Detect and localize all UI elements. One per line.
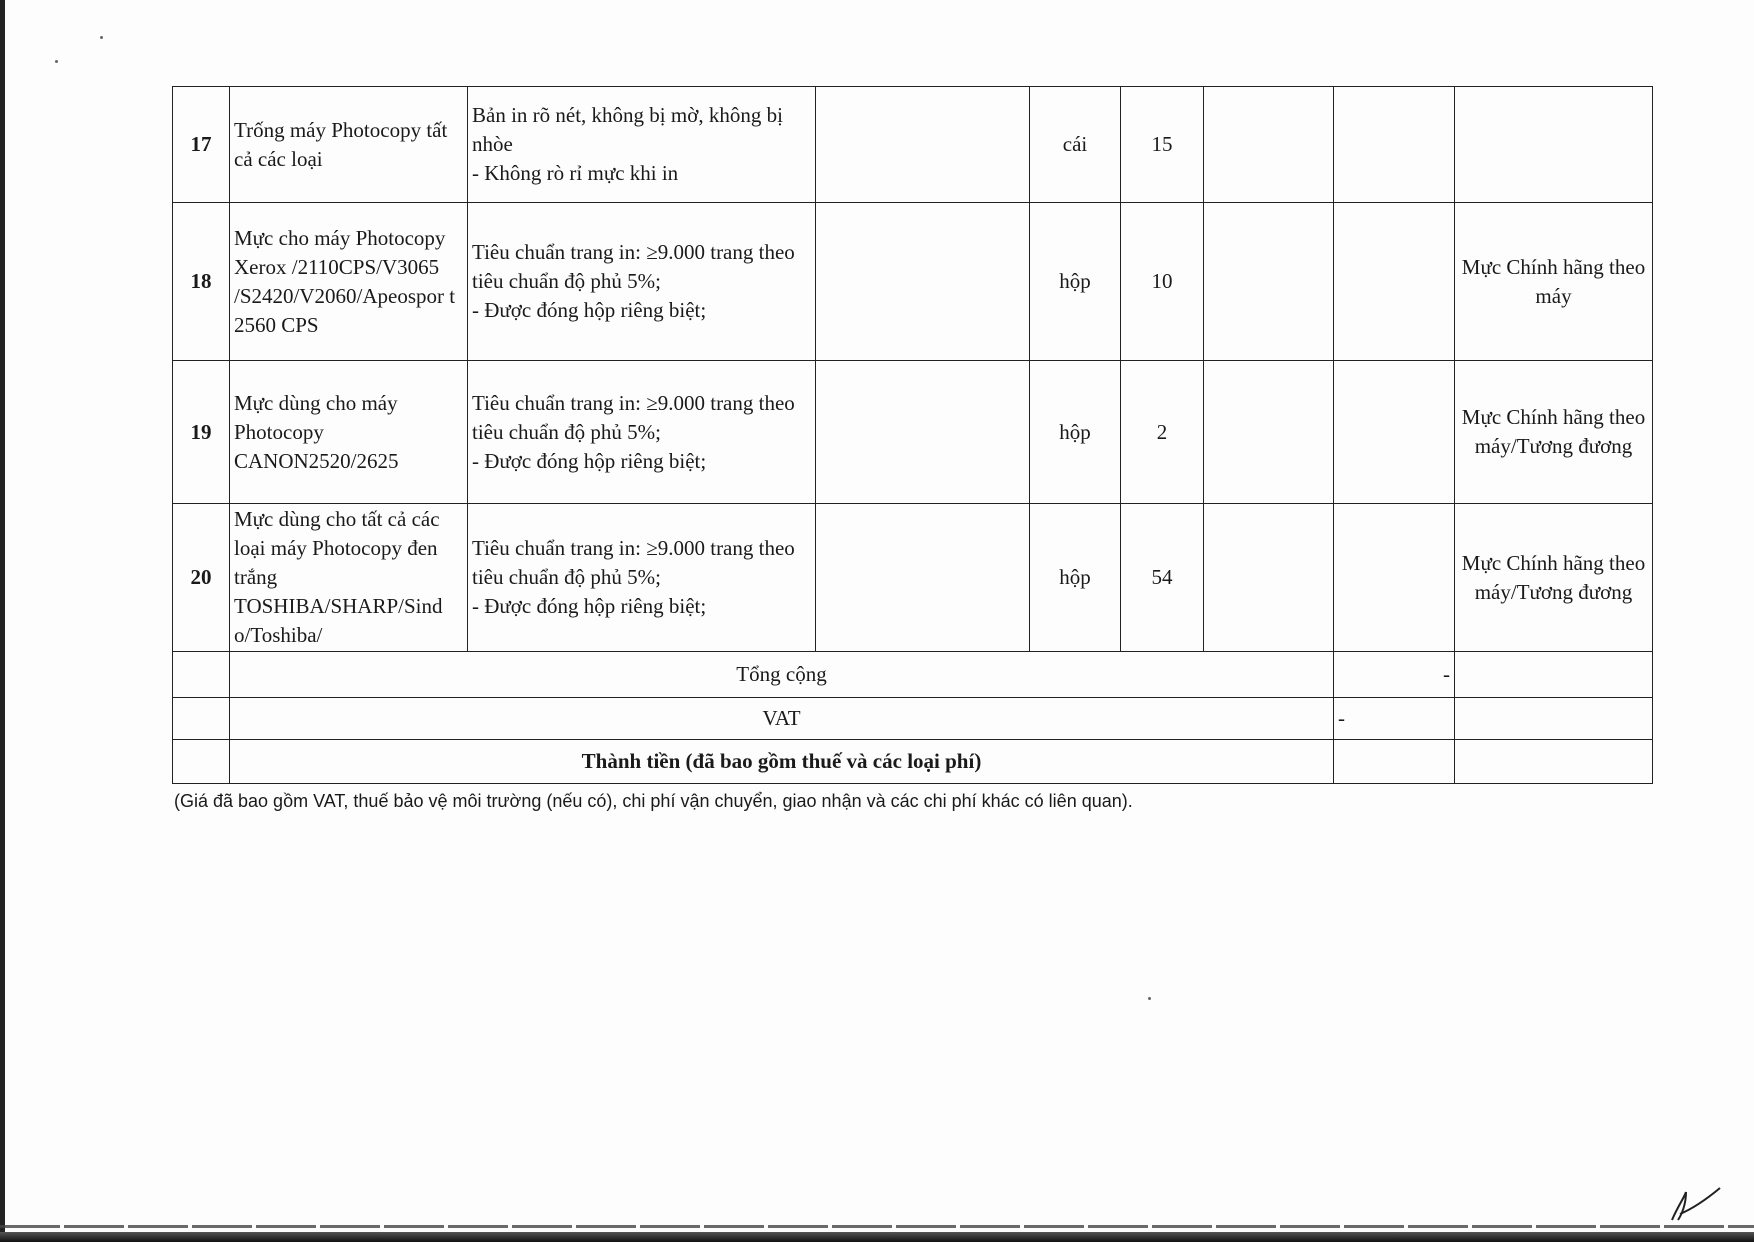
price-footnote: (Giá đã bao gồm VAT, thuế bảo vệ môi trường (nếu có), chi phí vận chuyển, giao nhận và các chi phí khác có liên quan). [174, 791, 1133, 811]
scan-speck [55, 60, 58, 63]
empty-cell [816, 87, 1030, 203]
quantity-cell: 54 [1121, 504, 1204, 652]
scan-bottom-edge [0, 1232, 1754, 1242]
row-number: 17 [173, 87, 230, 203]
items-table [172, 86, 1653, 784]
item-name: Mực dùng cho máy Photocopy CANON2520/2625 [230, 361, 468, 504]
unit-cell: hộp [1030, 203, 1121, 361]
spec-line: - Được đóng hộp riêng biệt; [472, 298, 707, 322]
table-row [173, 203, 1653, 361]
empty-cell [1455, 740, 1653, 784]
empty-cell [1455, 698, 1653, 740]
empty-cell [816, 504, 1030, 652]
spec-line: Tiêu chuẩn trang in: ≥9.000 trang theo tiêu chuẩn độ phủ 5%; [472, 240, 795, 293]
item-name: Mực cho máy Photocopy Xerox /2110CPS/V3065 /S2420/V2060/Apeospor t 2560 CPS [230, 203, 468, 361]
empty-cell [816, 203, 1030, 361]
unit-cell: hộp [1030, 361, 1121, 504]
table-row [173, 87, 1653, 203]
vat-row [173, 698, 1653, 740]
empty-cell [173, 698, 230, 740]
item-name: Trống máy Photocopy tất cả các loại [230, 87, 468, 203]
spec-line: Tiêu chuẩn trang in: ≥9.000 trang theo tiêu chuẩn độ phủ 5%; [472, 536, 795, 589]
item-name: Mực dùng cho tất cả các loại máy Photocopy đen trắng TOSHIBA/SHARP/Sind o/Toshiba/ [230, 504, 468, 652]
row-number: 19 [173, 361, 230, 504]
item-spec [468, 361, 816, 504]
empty-cell [1204, 87, 1334, 203]
spec-line: Bản in rõ nét, không bị mờ, không bị nhòe [472, 103, 783, 156]
table-row [173, 504, 1653, 652]
spec-line: - Được đóng hộp riêng biệt; [472, 594, 707, 618]
scan-bottom-marks [0, 1225, 1754, 1228]
empty-cell [173, 740, 230, 784]
table-row [173, 361, 1653, 504]
note-cell: Mực Chính hãng theo máy [1455, 203, 1653, 361]
grand-total-value [1334, 740, 1455, 784]
note-cell: Mực Chính hãng theo máy/Tương đương [1455, 504, 1653, 652]
quantity-cell: 10 [1121, 203, 1204, 361]
row-number: 20 [173, 504, 230, 652]
total-label: Tổng cộng [230, 652, 1334, 698]
note-cell: Mực Chính hãng theo máy/Tương đương [1455, 361, 1653, 504]
total-value: - [1334, 652, 1455, 698]
empty-cell [1334, 361, 1455, 504]
empty-cell [1334, 87, 1455, 203]
spec-line: Tiêu chuẩn trang in: ≥9.000 trang theo tiêu chuẩn độ phủ 5%; [472, 390, 795, 444]
scan-left-edge [0, 0, 5, 1242]
unit-cell: cái [1030, 87, 1121, 203]
item-spec [468, 504, 816, 652]
vat-value: - [1334, 698, 1455, 740]
spec-line: - Được đóng hộp riêng biệt; [472, 448, 707, 473]
spec-line: - Không rò rỉ mực khi in [472, 161, 679, 185]
vat-label: VAT [230, 698, 1334, 740]
total-row [173, 652, 1653, 698]
empty-cell [1334, 504, 1455, 652]
note-cell [1455, 87, 1653, 203]
item-spec [468, 87, 816, 203]
empty-cell [173, 652, 230, 698]
empty-cell [1334, 203, 1455, 361]
grand-total-row [173, 740, 1653, 784]
grand-total-label: Thành tiền (đã bao gồm thuế và các loại phí) [230, 740, 1334, 784]
item-spec [468, 203, 816, 361]
empty-cell [1204, 361, 1334, 504]
scan-speck [100, 36, 103, 39]
empty-cell [1455, 652, 1653, 698]
quantity-cell: 15 [1121, 87, 1204, 203]
scan-speck [1148, 997, 1151, 1000]
signature-mark-icon [1664, 1184, 1724, 1224]
quantity-cell: 2 [1121, 361, 1204, 504]
empty-cell [1204, 203, 1334, 361]
empty-cell [816, 361, 1030, 504]
row-number: 18 [173, 203, 230, 361]
empty-cell [1204, 504, 1334, 652]
unit-cell: hộp [1030, 504, 1121, 652]
